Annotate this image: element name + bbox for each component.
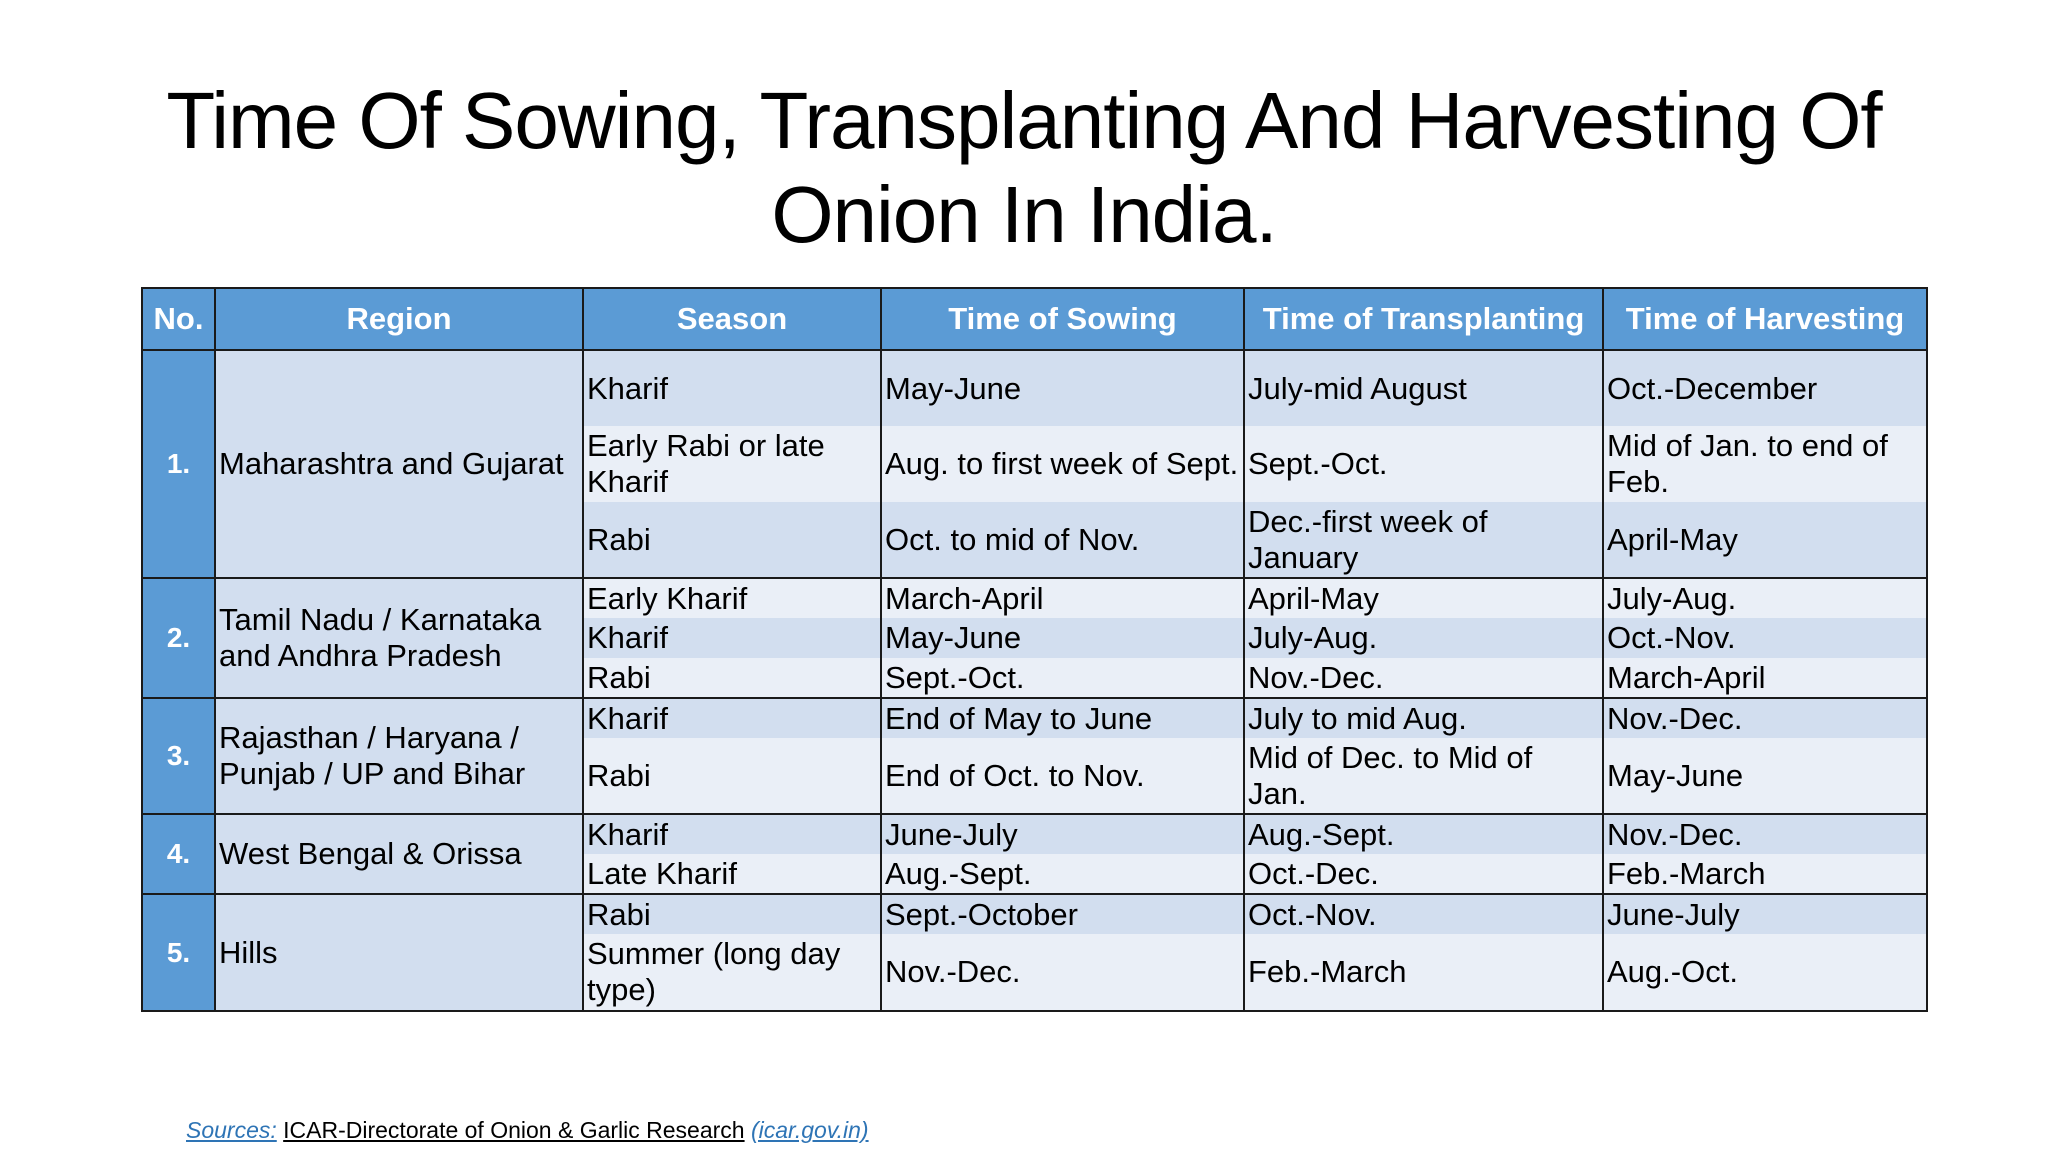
row-number-cell: 1.: [142, 350, 215, 578]
sowing-cell: May-June: [881, 350, 1244, 426]
harvesting-cell: Nov.-Dec.: [1603, 814, 1927, 854]
sources-link[interactable]: (icar.gov.in): [750, 1117, 869, 1143]
row-number-cell: 4.: [142, 814, 215, 894]
sowing-cell: Sept.-October: [881, 894, 1244, 934]
sowing-cell: End of Oct. to Nov.: [881, 738, 1244, 814]
season-cell: Kharif: [583, 618, 881, 658]
season-cell: Summer (long day type): [583, 934, 881, 1011]
header-time-of-transplanting: Time of Transplanting: [1244, 288, 1603, 350]
table-row: [142, 814, 1927, 854]
harvesting-cell: June-July: [1603, 894, 1927, 934]
season-cell: Early Rabi or late Kharif: [583, 426, 881, 502]
transplanting-cell: Feb.-March: [1244, 934, 1603, 1011]
harvesting-cell: Nov.-Dec.: [1603, 698, 1927, 738]
harvesting-cell: Mid of Jan. to end of Feb.: [1603, 426, 1927, 502]
sowing-cell: End of May to June: [881, 698, 1244, 738]
slide-title: [100, 74, 1948, 262]
transplanting-cell: April-May: [1244, 578, 1603, 618]
row-number-cell: 2.: [142, 578, 215, 698]
sowing-cell: Oct. to mid of Nov.: [881, 502, 1244, 578]
sowing-cell: Aug. to first week of Sept.: [881, 426, 1244, 502]
row-number-cell: 3.: [142, 698, 215, 814]
header-region: Region: [215, 288, 583, 350]
table-row: [142, 698, 1927, 738]
season-cell: Rabi: [583, 658, 881, 698]
harvesting-cell: Oct.-Nov.: [1603, 618, 1927, 658]
season-cell: Rabi: [583, 894, 881, 934]
harvesting-cell: April-May: [1603, 502, 1927, 578]
harvesting-cell: July-Aug.: [1603, 578, 1927, 618]
season-cell: Kharif: [583, 814, 881, 854]
harvesting-cell: March-April: [1603, 658, 1927, 698]
transplanting-cell: Nov.-Dec.: [1244, 658, 1603, 698]
sowing-cell: Aug.-Sept.: [881, 854, 1244, 894]
header-season: Season: [583, 288, 881, 350]
row-number-cell: 5.: [142, 894, 215, 1011]
transplanting-cell: Aug.-Sept.: [1244, 814, 1603, 854]
harvesting-cell: Feb.-March: [1603, 854, 1927, 894]
transplanting-cell: Mid of Dec. to Mid of Jan.: [1244, 738, 1603, 814]
season-cell: Rabi: [583, 738, 881, 814]
transplanting-cell: Oct.-Dec.: [1244, 854, 1603, 894]
region-cell: West Bengal & Orissa: [215, 814, 583, 894]
harvesting-cell: Oct.-December: [1603, 350, 1927, 426]
table-row: [142, 350, 1927, 426]
transplanting-cell: July-Aug.: [1244, 618, 1603, 658]
title-line-2: Onion In India.: [771, 170, 1277, 259]
table-row: [142, 578, 1927, 618]
season-cell: Kharif: [583, 350, 881, 426]
sources-text: ICAR-Directorate of Onion & Garlic Research: [283, 1117, 745, 1143]
season-cell: Early Kharif: [583, 578, 881, 618]
transplanting-cell: Oct.-Nov.: [1244, 894, 1603, 934]
region-cell: Rajasthan / Haryana / Punjab / UP and Bihar: [215, 698, 583, 814]
season-cell: Kharif: [583, 698, 881, 738]
transplanting-cell: Sept.-Oct.: [1244, 426, 1603, 502]
region-cell: Tamil Nadu / Karnataka and Andhra Pradesh: [215, 578, 583, 698]
harvesting-cell: May-June: [1603, 738, 1927, 814]
onion-schedule-table: [141, 287, 1928, 1012]
season-cell: Rabi: [583, 502, 881, 578]
title-line-1: Time Of Sowing, Transplanting And Harvesting Of: [166, 76, 1882, 165]
sources-footnote: [186, 1116, 869, 1144]
table-header-row: [142, 288, 1927, 350]
sowing-cell: Nov.-Dec.: [881, 934, 1244, 1011]
sowing-cell: May-June: [881, 618, 1244, 658]
header-time-of-sowing: Time of Sowing: [881, 288, 1244, 350]
transplanting-cell: July to mid Aug.: [1244, 698, 1603, 738]
transplanting-cell: July-mid August: [1244, 350, 1603, 426]
header-no: No.: [142, 288, 215, 350]
table-row: [142, 894, 1927, 934]
transplanting-cell: Dec.-first week of January: [1244, 502, 1603, 578]
season-cell: Late Kharif: [583, 854, 881, 894]
sowing-cell: March-April: [881, 578, 1244, 618]
harvesting-cell: Aug.-Oct.: [1603, 934, 1927, 1011]
header-time-of-harvesting: Time of Harvesting: [1603, 288, 1927, 350]
region-cell: Hills: [215, 894, 583, 1011]
sowing-cell: Sept.-Oct.: [881, 658, 1244, 698]
sources-label: Sources:: [186, 1117, 277, 1143]
sowing-cell: June-July: [881, 814, 1244, 854]
region-cell: Maharashtra and Gujarat: [215, 350, 583, 578]
